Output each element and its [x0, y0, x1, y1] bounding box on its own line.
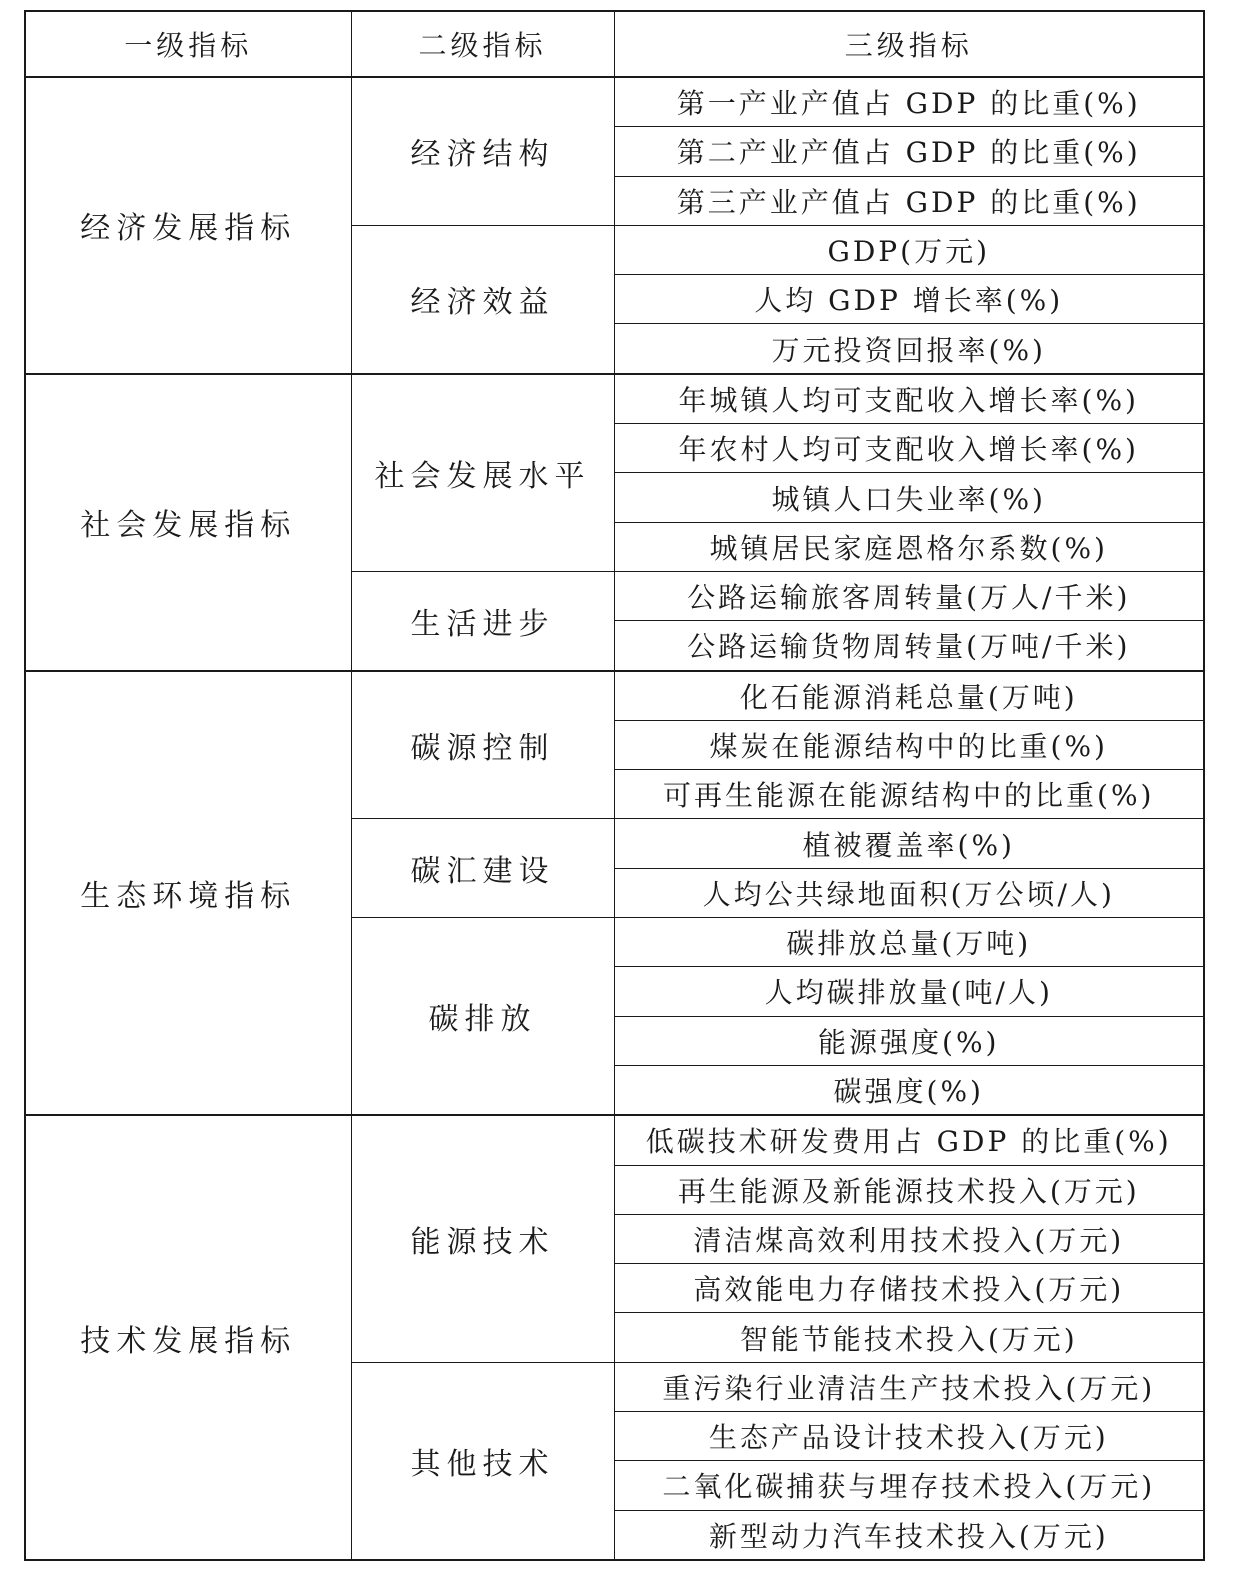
level3-item: 清洁煤高效利用技术投入(万元)	[614, 1214, 1204, 1263]
level3-item: 碳强度(%)	[614, 1065, 1204, 1115]
level3-item: 第二产业产值占 GDP 的比重(%)	[614, 127, 1204, 176]
level3-item: 第一产业产值占 GDP 的比重(%)	[614, 77, 1204, 127]
table-row	[25, 374, 1204, 424]
level2-eco-emission: 碳排放	[351, 918, 614, 1116]
level3-item: 煤炭在能源结构中的比重(%)	[614, 720, 1204, 769]
header-level1: 一级指标	[25, 11, 351, 77]
level3-item: 人均公共绿地面积(万公顷/人)	[614, 868, 1204, 917]
header-level3: 三级指标	[614, 11, 1204, 77]
level2-eco-source: 碳源控制	[351, 671, 614, 819]
level1-social: 社会发展指标	[25, 374, 351, 671]
level2-social-life: 生活进步	[351, 571, 614, 670]
level2-tech-other: 其他技术	[351, 1362, 614, 1560]
level1-tech: 技术发展指标	[25, 1115, 351, 1560]
level3-item: 碳排放总量(万吨)	[614, 918, 1204, 967]
level3-item: 第三产业产值占 GDP 的比重(%)	[614, 176, 1204, 225]
header-level2: 二级指标	[351, 11, 614, 77]
level3-item: 公路运输旅客周转量(万人/千米)	[614, 571, 1204, 620]
level3-item: 重污染行业清洁生产技术投入(万元)	[614, 1362, 1204, 1411]
header-row	[25, 11, 1204, 77]
level3-item: GDP(万元)	[614, 225, 1204, 274]
level3-item: 二氧化碳捕获与埋存技术投入(万元)	[614, 1461, 1204, 1510]
level3-item: 能源强度(%)	[614, 1016, 1204, 1065]
level3-item: 年农村人均可支配收入增长率(%)	[614, 424, 1204, 473]
level3-item: 万元投资回报率(%)	[614, 324, 1204, 374]
level3-item: 人均碳排放量(吨/人)	[614, 967, 1204, 1016]
level2-tech-energy: 能源技术	[351, 1115, 614, 1362]
level3-item: 城镇居民家庭恩格尔系数(%)	[614, 522, 1204, 571]
table-row	[25, 1115, 1204, 1165]
level1-economic: 经济发展指标	[25, 77, 351, 374]
level2-economic-structure: 经济结构	[351, 77, 614, 225]
level2-economic-benefit: 经济效益	[351, 225, 614, 373]
level3-item: 人均 GDP 增长率(%)	[614, 275, 1204, 324]
level3-item: 植被覆盖率(%)	[614, 819, 1204, 868]
level2-social-level: 社会发展水平	[351, 374, 614, 572]
table-row	[25, 671, 1204, 721]
level1-eco: 生态环境指标	[25, 671, 351, 1116]
level3-item: 生态产品设计技术投入(万元)	[614, 1412, 1204, 1461]
level2-eco-sink: 碳汇建设	[351, 819, 614, 918]
level3-item: 城镇人口失业率(%)	[614, 473, 1204, 522]
level3-item: 公路运输货物周转量(万吨/千米)	[614, 621, 1204, 671]
table-row	[25, 77, 1204, 127]
level3-item: 高效能电力存储技术投入(万元)	[614, 1264, 1204, 1313]
level3-item: 新型动力汽车技术投入(万元)	[614, 1510, 1204, 1560]
indicator-table	[24, 10, 1205, 1561]
level3-item: 智能节能技术投入(万元)	[614, 1313, 1204, 1362]
level3-item: 可再生能源在能源结构中的比重(%)	[614, 770, 1204, 819]
level3-item: 低碳技术研发费用占 GDP 的比重(%)	[614, 1115, 1204, 1165]
level3-item: 年城镇人均可支配收入增长率(%)	[614, 374, 1204, 424]
level3-item: 再生能源及新能源技术投入(万元)	[614, 1165, 1204, 1214]
level3-item: 化石能源消耗总量(万吨)	[614, 671, 1204, 721]
